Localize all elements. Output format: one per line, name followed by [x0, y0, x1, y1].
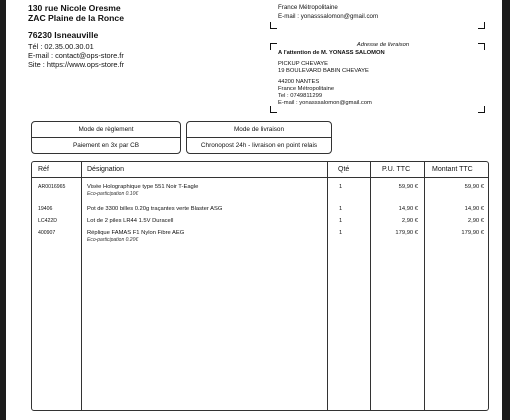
row-designation-text: Lot de 2 piles LR44 1.5V Duracell	[87, 218, 174, 224]
row-ref: LC422D	[38, 218, 58, 224]
row-designation	[87, 184, 198, 198]
sender-city: 76230 Isneauville	[28, 30, 99, 40]
row-unit-price: 14,90 €	[398, 206, 418, 212]
row-qty: 1	[339, 184, 343, 190]
row-ref: 19406	[38, 206, 53, 212]
col-divider	[327, 162, 328, 410]
table-header	[32, 162, 488, 178]
sender-tel: Tél : 02.35.00.30.01	[28, 42, 94, 51]
delivery-address	[278, 42, 488, 107]
row-unit-price: 59,90 €	[398, 184, 418, 190]
bracket-mid-left	[270, 22, 277, 29]
delivery-line4: France Métropolitaine	[278, 86, 335, 92]
row-total: 59,90 €	[464, 184, 484, 190]
sender-street: 130 rue Nicole Oresme	[28, 3, 121, 13]
row-qty: 1	[339, 230, 343, 236]
payment-method-value: Paiement en 3x par CB	[72, 142, 140, 149]
payment-method-title: Mode de règlement	[32, 122, 180, 138]
billing-country: France Métropolitaine	[278, 4, 338, 11]
bracket-deliv-br	[478, 106, 485, 113]
invoice-page	[6, 0, 502, 420]
row-designation-text: Pot de 3300 billes 0.20g traçantes verte Blaster ASG	[87, 206, 223, 212]
header-qty: Qté	[338, 166, 350, 173]
delivery-line1: PICKUP CHEVAYE	[278, 61, 328, 67]
row-total: 2,90 €	[467, 218, 484, 224]
bracket-deliv-tl	[270, 43, 277, 50]
sender-email: E-mail : contact@ops-store.fr	[28, 51, 124, 60]
shipping-method-box	[186, 121, 332, 154]
row-ref: 400907	[38, 230, 56, 236]
payment-method-box	[31, 121, 181, 154]
row-unit-price: 2,90 €	[401, 218, 418, 224]
col-divider	[370, 162, 371, 410]
header-unit-price: P.U. TTC	[382, 166, 411, 173]
row-designation	[87, 206, 222, 213]
delivery-line2: 19 BOULEVARD BABIN CHEVAYE	[278, 68, 369, 74]
delivery-attention: A l'attention de M. YONASS SALOMON	[278, 50, 385, 56]
row-designation	[87, 230, 184, 244]
col-divider	[81, 162, 82, 410]
sender-address	[28, 3, 124, 69]
order-table	[31, 161, 489, 411]
delivery-heading: Adresse de livraison	[356, 42, 410, 48]
shipping-method-title: Mode de livraison	[187, 122, 331, 138]
header-designation: Désignation	[87, 166, 124, 173]
row-unit-price: 179,90 €	[395, 230, 418, 236]
row-eco-participation: Eco-participation 0.10€	[87, 191, 139, 197]
row-designation	[87, 218, 173, 225]
bracket-top-right	[478, 22, 485, 29]
row-designation-text: Réplique FAMAS F1 Nylon Fibre AEG	[87, 230, 185, 236]
delivery-line5: Tel : 0749811299	[278, 93, 323, 99]
row-designation-text: Visée Holographique type 551 Noir T-Eagle	[87, 184, 199, 190]
row-total: 179,90 €	[461, 230, 484, 236]
row-total: 14,90 €	[464, 206, 484, 212]
sender-zone: ZAC Plaine de la Ronce	[28, 13, 124, 23]
sender-site: Site : https://www.ops-store.fr	[28, 60, 125, 69]
billing-email: E-mail : yonasssalomon@gmail.com	[278, 13, 379, 20]
delivery-line6: E-mail : yonasssalomon@gmail.com	[278, 100, 372, 106]
row-qty: 1	[339, 218, 343, 224]
col-divider	[424, 162, 425, 410]
row-eco-participation: Eco-participation 0.20€	[87, 237, 139, 243]
delivery-line3: 44200 NANTES	[278, 79, 320, 85]
billing-address-partial	[278, 3, 378, 21]
bracket-deliv-bl	[270, 106, 277, 113]
shipping-method-value: Chronopost 24h - livraison en point relais	[200, 142, 318, 149]
row-ref: AR0016965	[38, 184, 66, 190]
row-qty: 1	[339, 206, 343, 212]
header-ref: Réf	[38, 166, 49, 173]
header-total: Montant TTC	[432, 166, 473, 173]
